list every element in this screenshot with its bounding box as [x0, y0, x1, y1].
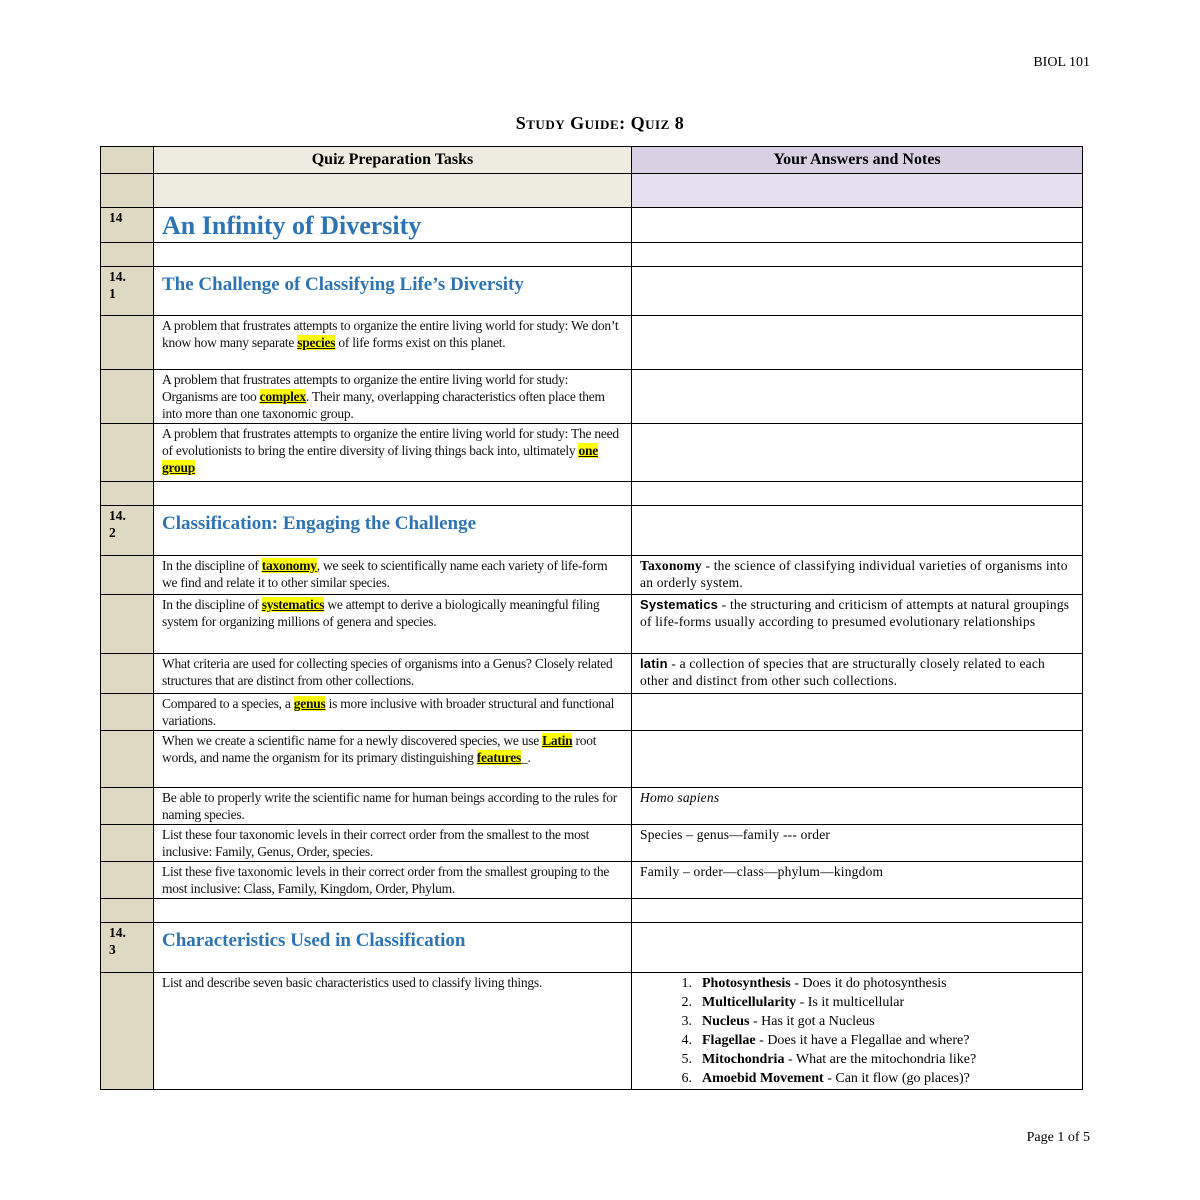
task-text: List these five taxonomic levels in their correct order from the smallest grouping to the most inclusive: Class, Family, Kingdom, Order, Phylum.: [154, 862, 632, 899]
characteristics-list: [640, 974, 1074, 1088]
answer-text: Species – genus—family --- order: [632, 825, 1083, 862]
task-text: List and describe seven basic characteristics used to classify living things.: [154, 973, 632, 1090]
answer-text: Family – order—class—phylum—kingdom: [632, 862, 1083, 899]
tasks-column-header: Quiz Preparation Tasks: [154, 147, 632, 174]
table-row: [101, 556, 1083, 595]
table-header-row: [101, 147, 1083, 174]
task-text: In the discipline of systematics we attempt to derive a biologically meaningful filing system for organizing millions of genera and species.: [154, 595, 632, 654]
list-item: 1. Photosynthesis - Does it do photosynthesis: [681, 976, 947, 991]
table-row: [101, 862, 1083, 899]
characteristics-answer: [632, 973, 1083, 1090]
table-row: [101, 595, 1083, 654]
table-row: [101, 316, 1083, 370]
task-text: What criteria are used for collecting species of organisms into a Genus? Closely related structures that are distinct from other collections.: [154, 654, 632, 694]
spacer-row: [101, 899, 1083, 923]
page-number: Page 1 of 5: [1026, 1130, 1090, 1145]
highlighted-answer: one group: [162, 443, 598, 475]
table-row: [101, 973, 1083, 1090]
highlighted-answer: genus: [293, 696, 326, 711]
list-item: 3. Nucleus - Has it got a Nucleus: [681, 1014, 875, 1029]
answer-text: Systematics - the structuring and criticism of attempts at natural groupings of life-forms usually according to presumed evolutionary relationships: [632, 595, 1083, 654]
task-text: A problem that frustrates attempts to organize the entire living world for study: The need of evolutionists to bring the entire diversity of living things back into, ultimately one group: [154, 424, 632, 482]
section-heading: Classification: Engaging the Challenge: [154, 506, 632, 556]
table-row: [101, 654, 1083, 694]
document-title: Study Guide: Quiz 8: [515, 113, 685, 133]
section-number: 14. 3: [101, 923, 154, 973]
task-text: When we create a scientific name for a newly discovered species, we use Latin root words, and name the organism for its primary distinguishing features_.: [154, 731, 632, 788]
list-item: 6. Amoebid Movement - Can it flow (go places)?: [681, 1071, 970, 1086]
section-number: 14: [101, 208, 154, 243]
highlighted-answer: taxonomy: [261, 558, 317, 573]
section-heading: The Challenge of Classifying Life’s Diversity: [154, 267, 632, 316]
table-row: [101, 825, 1083, 862]
course-code: BIOL 101: [1033, 55, 1090, 70]
task-text: A problem that frustrates attempts to organize the entire living world for study: Organisms are too complex. Their many, overlapping characteristics often place them into more than one taxonomic group.: [154, 370, 632, 424]
answer-text: latin - a collection of species that are structurally closely related to each other and distinct from other such collections.: [632, 654, 1083, 694]
answer-text: Homo sapiens: [632, 788, 1083, 825]
highlighted-answer: features: [476, 750, 521, 765]
section-row-14-2: [101, 506, 1083, 556]
highlighted-answer: Latin: [542, 733, 573, 748]
list-item: 5. Mitochondria - What are the mitochondria like?: [681, 1052, 977, 1067]
section-row-14-1: [101, 267, 1083, 316]
task-text: In the discipline of taxonomy, we seek to scientifically name each variety of life-form we find and relate it to other similar species.: [154, 556, 632, 595]
table-row: [101, 694, 1083, 731]
task-text: Be able to properly write the scientific name for human beings according to the rules for naming species.: [154, 788, 632, 825]
section-heading: Characteristics Used in Classification: [154, 923, 632, 973]
spacer-row: [101, 482, 1083, 506]
number-column-header: [101, 147, 154, 174]
section-row-14-3: [101, 923, 1083, 973]
task-text: List these four taxonomic levels in their correct order from the smallest to the most inclusive: Family, Genus, Order, species.: [154, 825, 632, 862]
highlighted-answer: systematics: [261, 597, 325, 612]
list-item: 4. Flagellae - Does it have a Flegallae and where?: [681, 1033, 970, 1048]
list-item: 2. Multicellularity - Is it multicellular: [681, 995, 905, 1010]
table-row: [101, 731, 1083, 788]
answer-text: Taxonomy - the science of classifying individual varieties of organisms into an orderly system.: [632, 556, 1083, 595]
highlighted-answer: complex: [259, 389, 306, 404]
task-text: Compared to a species, a genus is more inclusive with broader structural and functional variations.: [154, 694, 632, 731]
study-guide-table: [100, 146, 1083, 1090]
section-number: 14. 2: [101, 506, 154, 556]
spacer-row: [101, 243, 1083, 267]
table-row: [101, 174, 1083, 208]
notes-column-header: Your Answers and Notes: [632, 147, 1083, 174]
table-row: [101, 788, 1083, 825]
table-row: [101, 370, 1083, 424]
highlighted-answer: species: [297, 335, 336, 350]
task-text: A problem that frustrates attempts to organize the entire living world for study: We don’t know how many separate species of life forms exist on this planet.: [154, 316, 632, 370]
table-row: [101, 424, 1083, 482]
section-heading: An Infinity of Diversity: [154, 208, 632, 243]
section-row-14: [101, 208, 1083, 243]
section-number: 14. 1: [101, 267, 154, 316]
